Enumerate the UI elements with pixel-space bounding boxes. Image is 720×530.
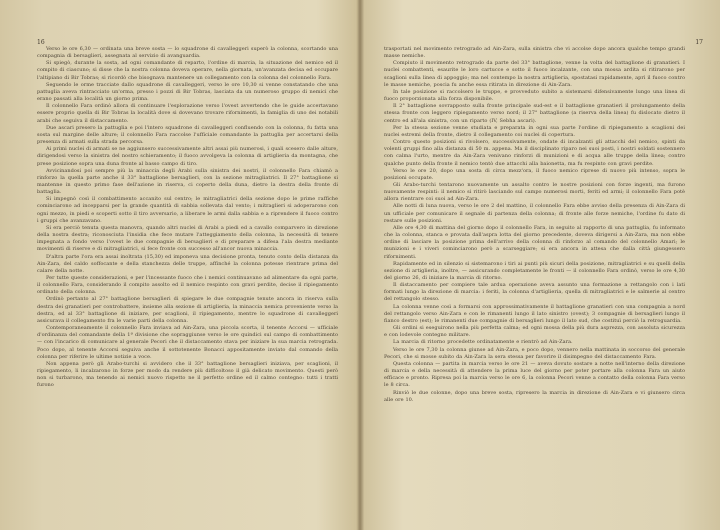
paragraph: Avvicinandosi poi sempre più la minaccia degli Arabi sulla sinistra dei nostri, il colonnello Fara chiamò a rinforzo la quella parte anche il 33° battaglione bersaglieri, con la sezione mitragliatrici. Il 27° battaglione si mantenne in questo primo fase dell'azione in riserva, ci coperto della duna, dietro la destra della fronte di battaglia. [37, 167, 338, 196]
paragraph: Si impegnò così il combattimento accanito sul centro; le mitragliatrici della sezione dopo le prime raffiche cominciarono ad incepparsi per la grande quantità di sabbia sollevata dal vento; i mitraglieri si adoperarono con ogni mezzo, in piedi e scoperti sotto il tiro avversario, a liberare le armi dalla sabbia e a riprendere il fuoco contro i gruppi che avanzavano. [37, 196, 338, 224]
paragraph: Contro questo posizioni si rivolsero, successivamente, ondate di incalzanti gli attacchi del nemico, spinti da volenti gruppi fino alla distanza di 50 m. appena. Ma il disciplinato riparo nei suoi posti, i nostri soldati sostennero con calma l'urto, mentre da Ain-Zara venivano rinforzi di munizioni e di acqua alle truppe della linea; contro qualche punto della fronte il nemico tentò due attacchi alla baionetta, ma fu respinto con gravi perdite. [384, 139, 685, 167]
paragraph: Ai primi nuclei di armati se ne aggiunsero successivamente altri assai più numerosi, i quali scesero dalle alture, dirigendosi verso la sinistra del nostro schieramento; il fuoco avvolgeva la colonna di artiglieria da montagna, che prese posizione sopra una duna fronte al basso campo di tiro. [37, 146, 338, 167]
paragraph: Rapidamente ed in silenzio si sistemarono i tiri ai punti più sicuri della posizione, mitragliatrici e su quelli della sezione di artiglieria, inoltre, — assicurando completamente le fronti — il colonnello Fara ordinò, verso le ore 4,30 del giorno 26, di iniziare la marcia di ritorno. [384, 260, 685, 281]
paragraph: Alle notti di luna nuova, verso le ore 2 del mattino, il colonnello Fara ebbe avviso della presenza di Ain-Zara di un ufficiale per comunicare il segnale di partenza della colonna; di fronte alle forze nemiche, l'ordine fu dato di restare sulle posizioni. [384, 203, 685, 224]
page-text [384, 46, 685, 404]
paragraph: Si era perciò tenuta questa manovra, quando altri nuclei di Arabi a piedi ed a cavallo comparvero in direzione della nostra destra; riconosciuta l'insidia che fece mutare l'atteggiamento della colonna, la necessità di tenere impegnata a fondo verso l'ovest le due compagnie di bersaglieri e di preparare a difesa l'ala destra mediante movimenti di riserve e di mitragliatrici, si fece fronte con successo all'ancor nuova minaccia. [37, 224, 338, 253]
paragraph: Verso le ore 20, dopo una sosta di circa mezz'ora, il fuoco nemico riprese di nuovo più intenso, sopra le posizioni occupate. [384, 167, 685, 181]
paragraph: Il colonnello Fara ordinò allora di continuare l'esplorazione verso l'ovest avvertendo che le guide accertavano essere proprio quella di Bir Tobras la località dove si dovevano trovare rifornimenti, la famiglia di uno dei notabili arabi che seguiva il distaccamento. [37, 103, 338, 124]
page-text [37, 46, 338, 390]
paragraph: Per la stessa sezione venne studiata e preparata in ogni sua parte l'ordine di ripiegamento a scaglioni dei nuclei estremi della fronte, dietro il collegamento coi nuclei di copertura. [384, 124, 685, 138]
paragraph: D'altra parte l'ora era assai inoltrata (15,30) ed imponeva una decisione pronta, tenuto conto della distanza da Ain-Zara, del caldo soffocante e della stanchezza delle truppe, affinché la colonna potesse rientrare prima del calare della notte. [37, 253, 338, 274]
paragraph: Rinviò le due colonne, dopo una breve sosta, ripresero la marcia in direzione di Ain-Zara e vi giunsero circa alle ore 10. [384, 389, 685, 403]
book-gutter [356, 0, 364, 530]
paragraph: La colonna venne così a formarsi con approssimativamente il battaglione granatieri con una compagnia a nord del rettangolo verso Ain-Zara e con le rimanenti lungo il lato sinistro (ovest); 3 compagnie di bersaglieri lungo il fianco destro (est); le rimanenti due compagnie di bersaglieri lungo il lato sud, che costituì perciò la retroguardia. [384, 303, 685, 324]
paragraph: Si spiegò, durante la sosta, ad ogni comandante di reparto, l'ordine di marcia, la situazione del nemico ed il compito di ciascuno; si disse che la nostra colonna doveva operare, nella giornata, un'avanzata decisa ed occupare l'altipiano di Bir Tobras; si ricordò che bisognava mantenere un collegamento con la colonna del colonnello Fara. [37, 60, 338, 81]
paragraph: Verso le ore 6,30 — ordinata una breve sosta — lo squadrone di cavalleggeri superò la colonna, scortando una compagnia di bersaglieri, assegnata al servizio di avanguardia. [37, 46, 338, 60]
paragraph: Compiuto il movimento retrogrado da parte del 33° battaglione, venne la volta del battaglione di granatieri. I nuclei combattenti, esaurite le loro cartucce e sotto il fuoco incalzante, con una mossa ardita si ritirarono per scaglioni sulla linea di appoggio; ma nel contempo la nostra artiglieria, spostatasi rapidamente, aprì il fuoco contro le masse nemiche, poscia fu anche essa ritirata in direzione di Ain-Zara. [384, 60, 685, 88]
paragraph: Il 2° battaglione sovrapposto sulla fronte principale sud-est e il battaglione granatieri il prolungamento della stessa fronte con leggero ripiegamento verso nord; il 27° battaglione (a riserva della linea) fu dislocato dietro il centro ed all'ala sinistra, con un riparto (IV, Sebha ascari). [384, 103, 685, 124]
paragraph: In tale posizione si raccolsero le truppe, e provveduto subito a sistemarsi difensivamente lungo una linea di fuoco proporzionata alla forza disponibile. [384, 88, 685, 103]
page-number: 17 [695, 39, 703, 46]
paragraph: Verso le ore 7,30 la colonna giunse ad Ain-Zara, e poco dopo, vennero nella mattinata in soccorso del generale Pecori, che si mosse subito da Ain-Zara la sera stessa per favorire il disimpegno del distaccamento Fara. [384, 346, 685, 360]
paragraph: La marcia di ritorno procedette ordinatamente e rientrò ad Ain-Zara. [393, 339, 573, 346]
paragraph: Seguendo le orme tracciate dallo squadrone di cavalleggeri, verso le ore 10,30 si venne constatando che una pattuglia aveva rintracciato un'orma, presso i pozzi di Bir Tobras, lasciata da un numeroso gruppo di nemici che erano passati alla località un giorno prima. [37, 81, 338, 103]
paragraph: Gli Arabo-turchi tentarono nuovamente un assalto contro le nostre posizioni con forze ingenti, ma furono nuovamente respinti: il nemico si ritirò lasciando sul campo numerosi morti, feriti ed armi; il colonnello Fara potè allora rientrare coi suoi ad Ain-Zara. [384, 181, 685, 203]
paragraph: Due ascari presero la pattuglia e poi l'intero squadrone di cavalleggeri confluendo con la colonna, fu fatta una sosta sul margine delle alture; il colonnello Fara raccolse l'ufficiale comandante la pattuglia per accertarsi della presenza di armati sulla strada percorsa. [37, 124, 338, 146]
paragraph: Non appena però gli Arabo-turchi si avvidero che il 33° battaglione bersaglieri iniziava, per scaglioni, il ripiegamento, li incalzarono in forze per modo da rendere più difficoltoso il già delicato movimento. Questi però non si turbarono, ma tenendo ai nemici nuovo rispetto ne il perfetto ordine ed il calmo contegno: tutti i tratti furono [37, 360, 338, 389]
paragraph: Questa colonna — partita in marcia verso le ore 21 — aveva dovuto sostare a notte nell'interno della direzione di marcia e della necessità di attendere la prima luce del giorno per poter portare alla colonna Fara un aiuto efficace e pronto. Ripresa poi la marcia verso le ore 6, la colonna Pecori venne a contatto della colonna Fara verso le 8 circa. [384, 360, 685, 389]
paragraph: Ordinò pertanto al 27° battaglione bersaglieri di spiegare le due compagnie tenute ancora in riserva sulla destra dei granatieri per controbattere, insieme alla sezione di artiglieria, la minaccia nemica proveniente verso la destra, ed al 33° battaglione di iniziare, per scaglioni, il ripiegamento, mentre lo squadrone di cavalleggeri assicurava il collegamento fra le varie parti della colonna. [37, 296, 338, 324]
paragraph: Alle ore 4,30 di mattina del giorno dopo il colonnello Fara, in seguito al rapporto di una pattuglia, fu informato che la colonna, stanca e provata dall'aspra lotta del giorno precedente, doveva dirigersi a Ain-Zara, ma non ebbe ordine di lasciare la posizione prima dell'arrivo della colonna di rinforzo al comando del colonnello Amari; le munizioni e i viveri cominciarono però a scarseggiare; si era ancora in attesa che dalla città giungessero rifornimenti. [384, 224, 685, 260]
paragraph: Il distaccamento per compiere tale ardua operazione aveva assunto una formazione a rettangolo con i lati formati lungo la direzione di marcia: i feriti, la colonna d'artiglieria, quella di mitragliatrici e le salmerie al centro del rettangolo stesso. [384, 282, 685, 303]
paragraph: Per tutte queste considerazioni, e per l'incessante fuoco che i nemici continuavano ad alimentare da ogni parte, il colonnello Fara, considerando il compito assolto ed il nemico respinto con gravi perdite, decise il ripiegamento ordinato della colonna. [37, 275, 338, 296]
paragraph: trasportati nel movimento retrogrado ad Ain-Zara, sulla sinistra che vi accolse dopo ancora qualche tempo grandi masse nemiche. [384, 46, 685, 60]
right-page [364, 0, 720, 530]
left-page [0, 0, 356, 530]
paragraph: Contemporaneamente il colonnello Fara inviava ad Ain-Zara, una piccola scorta, il tenente Accorsi — ufficiale d'ordinanza del comandante della 1ª divisione che sopraggiunse verso le ore quindici sul campo di combattimento — con l'incarico di comunicare al generale Pecori che il distaccamento stava per iniziare la sua marcia retrograda. Poco dopo, al tenente Accorsi seguiva anche il sottotenente Bonacci appositamente inviato dal comando della colonna per riferire le ultime notizie a voce. [37, 325, 338, 360]
page-number: 16 [37, 39, 45, 46]
paragraph: Gli ordini si eseguirono nella più perfetta calma; ed ogni mossa della più dura asprezza, con assoluta sicurezza e con lodevole contegno militare. [384, 325, 685, 339]
